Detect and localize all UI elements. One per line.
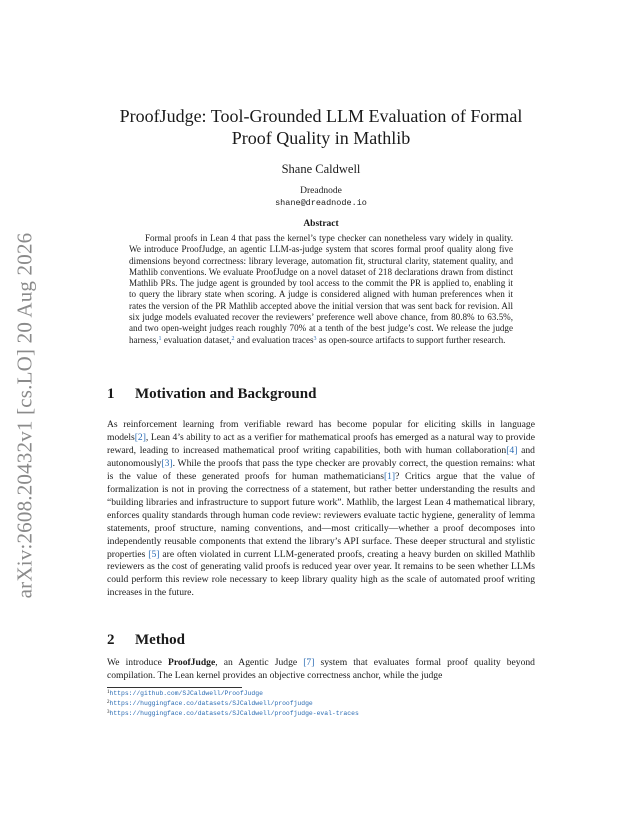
arxiv-stamp bbox=[8, 225, 42, 605]
footnote-ref-3[interactable]: 3 bbox=[313, 335, 317, 342]
author-name: Shane Caldwell bbox=[281, 162, 361, 176]
footnotes bbox=[107, 689, 535, 719]
section-title: Motivation and Background bbox=[135, 386, 317, 402]
body-text: As reinforcement learning from verifiable reward has become popular for eliciting skills in language models bbox=[107, 419, 535, 443]
system-name: ProofJudge bbox=[167, 657, 216, 668]
footnote-item bbox=[107, 709, 535, 719]
footnote-link[interactable]: https://huggingface.co/datasets/SJCaldwell/proofjudge-eval-traces bbox=[109, 710, 359, 717]
citation-link[interactable]: [3] bbox=[161, 457, 173, 469]
footnote-ref-1[interactable]: 1 bbox=[158, 335, 162, 342]
footnote-link[interactable]: https://github.com/SJCaldwell/ProofJudge bbox=[109, 690, 263, 697]
section-1-body bbox=[107, 419, 535, 600]
citation-link[interactable]: [7] bbox=[303, 657, 315, 668]
section-2-body bbox=[107, 657, 535, 683]
citation-link[interactable]: [1] bbox=[383, 470, 396, 482]
section-number: 2 bbox=[107, 632, 115, 648]
citation-link[interactable]: [2] bbox=[134, 431, 146, 443]
body-text: system that evaluates formal proof quality beyond compilation. The Lean kernel provides an objective correctness anchor, while the judge bbox=[107, 657, 535, 681]
body-text: . While the proofs that pass the type checker are provably correct, the question remains: what is the value of these generated proofs for human mathematicians bbox=[107, 457, 535, 482]
body-text: We introduce bbox=[107, 657, 168, 668]
footnote-number: 3 bbox=[107, 710, 110, 715]
section-2-heading bbox=[107, 632, 535, 649]
abstract-text: as open-source artifacts to support further research. bbox=[316, 334, 506, 345]
body-text: , Lean 4’s ability to act as a verifier for mathematical proofs has emerged as a natural way to provide reward, leading to increased mathematical proof writing capabilities, both with human collaboration bbox=[107, 431, 535, 456]
footnote-ref-2[interactable]: 2 bbox=[231, 335, 235, 342]
abstract-text: evaluation dataset, bbox=[161, 334, 232, 345]
citation-link[interactable]: [4] bbox=[506, 444, 518, 456]
abstract-heading: Abstract bbox=[303, 219, 339, 229]
footnote-item bbox=[107, 689, 535, 699]
abstract-body bbox=[129, 233, 513, 346]
arxiv-stamp-text: arXiv:2608.20432v1 [cs.LO] 20 Aug 2026 bbox=[12, 232, 37, 598]
footnote-number: 2 bbox=[107, 700, 110, 705]
section-number: 1 bbox=[107, 386, 115, 402]
footnote-link[interactable]: https://huggingface.co/datasets/SJCaldwell/proofjudge bbox=[109, 700, 313, 707]
body-text: and autonomously bbox=[107, 444, 535, 469]
section-1-heading bbox=[107, 386, 535, 403]
footnote-rule bbox=[107, 687, 242, 688]
abstract-text: and evaluation traces bbox=[234, 334, 314, 345]
body-text: ? Critics argue that the value of formalization is not in proving the correctness of a statement, but rather better understanding the results and “building libraries and infrastructure to support future work”. Mathlib, the largest Lean 4 mathematical library, enforces quality standards through human code review: reviewers evaluate tactic hygiene, generality of lemma statements, proof structure, naming conventions, and—most critically—whether a proof decomposes into independently reusable components that extend the library’s API surface. These deeper structural and stylistic properties bbox=[107, 470, 535, 560]
citation-link[interactable]: [5] bbox=[148, 548, 160, 560]
footnote-number: 1 bbox=[107, 690, 110, 695]
body-text: , an Agentic Judge bbox=[215, 657, 304, 668]
body-text: are often violated in current LLM-generated proofs, creating a heavy burden on skilled Mathlib reviewers as the cost of generating valid proofs is reduced year over year. It remains to be seen whether LLMs could perform this review role necessary to keep library quality high as the scale of automated proof writing increases in the future. bbox=[107, 548, 535, 599]
author-email: shane@dreadnode.io bbox=[275, 198, 367, 208]
author-affiliation: Dreadnode bbox=[300, 186, 342, 196]
paper-title: ProofJudge: Tool-Grounded LLM Evaluation of Formal Proof Quality in Mathlib bbox=[119, 106, 523, 148]
section-title: Method bbox=[135, 632, 185, 648]
footnote-item bbox=[107, 699, 535, 709]
abstract-text: Formal proofs in Lean 4 that pass the kernel’s type checker can nonetheless vary widely in quality. We introduce ProofJudge, an agentic LLM-as-judge system that scores formal proof quality along five dimensions beyond correctness: library leverage, automation fit, structural clarity, statement quality, and Mathlib conventions. We evaluate ProofJudge on a novel dataset of 218 declarations drawn from distinct Mathlib PRs. The judge agent is grounded by tool access to the commit the PR is applied to, enabling it to query the library state when scoring. A judge is considered aligned with human preferences when it rates the version of the PR Mathlib accepted above the initial version that was sent back for revision. All six judge models evaluated recover the reviewers’ preference well above chance, from 80.8% to 63.5%, and two open-weight judges reach roughly 70% at a tenth of the best judge’s cost. We release the judge harness, bbox=[129, 233, 513, 345]
